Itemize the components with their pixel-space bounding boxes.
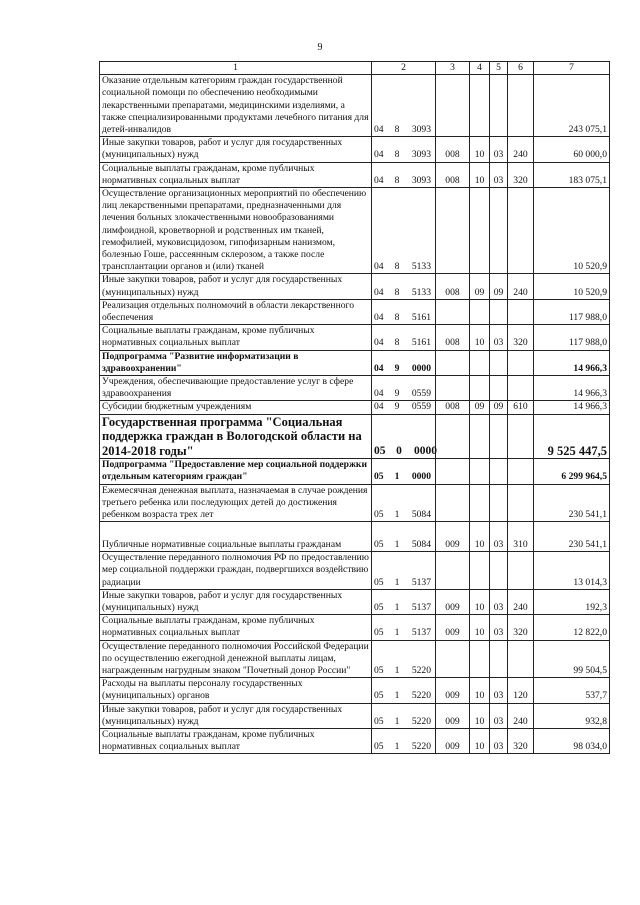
row-target-code bbox=[372, 729, 436, 754]
code-part: 5137 bbox=[411, 602, 431, 614]
row-kvr bbox=[508, 459, 534, 484]
row-amount: 230 541,1 bbox=[534, 484, 610, 522]
code-part: 5220 bbox=[411, 665, 431, 677]
row-vr: 008 bbox=[436, 274, 470, 299]
row-pr: 03 bbox=[490, 325, 508, 350]
row-vr: 008 bbox=[436, 162, 470, 187]
row-amount: 932,8 bbox=[534, 703, 610, 728]
row-name: Реализация отдельных полномочий в области лекарственного обеспечения bbox=[100, 299, 372, 324]
row-amount: 13 014,3 bbox=[534, 552, 610, 590]
code-part: 0 bbox=[396, 444, 402, 457]
row-target-code bbox=[372, 137, 436, 162]
code-part: 1 bbox=[394, 471, 400, 483]
row-vr bbox=[436, 414, 470, 459]
row-vr bbox=[436, 459, 470, 484]
row-vr bbox=[436, 552, 470, 590]
row-pr bbox=[490, 414, 508, 459]
row-amount: 10 520,9 bbox=[534, 188, 610, 274]
table-row bbox=[100, 484, 610, 522]
row-vr: 009 bbox=[436, 703, 470, 728]
row-rz: 10 bbox=[470, 162, 490, 187]
row-kvr bbox=[508, 350, 534, 375]
row-rz: 10 bbox=[470, 325, 490, 350]
code-part: 0000 bbox=[411, 362, 431, 374]
row-rz bbox=[470, 376, 490, 401]
table-row bbox=[100, 729, 610, 754]
row-rz bbox=[470, 350, 490, 375]
row-rz: 09 bbox=[470, 274, 490, 299]
code-part: 0000 bbox=[411, 471, 431, 483]
row-amount: 10 520,9 bbox=[534, 274, 610, 299]
row-amount: 117 988,0 bbox=[534, 325, 610, 350]
code-part: 1 bbox=[394, 509, 400, 520]
column-header: 4 bbox=[470, 62, 490, 75]
row-amount: 14 966,3 bbox=[534, 350, 610, 375]
row-name: Социальные выплаты гражданам, кроме публичных нормативных социальных выплат bbox=[100, 729, 372, 754]
row-target-code bbox=[372, 640, 436, 678]
row-target-code bbox=[372, 522, 436, 552]
row-amount: 9 525 447,5 bbox=[534, 414, 610, 459]
column-header: 6 bbox=[508, 62, 534, 75]
row-pr: 03 bbox=[490, 615, 508, 640]
row-pr bbox=[490, 459, 508, 484]
code-part: 0000 bbox=[414, 444, 437, 457]
table-row bbox=[100, 401, 610, 414]
row-vr: 008 bbox=[436, 401, 470, 414]
row-target-code bbox=[372, 552, 436, 590]
code-part: 04 bbox=[374, 261, 384, 273]
code-part: 1 bbox=[394, 690, 400, 702]
code-part: 5161 bbox=[411, 337, 431, 349]
code-part: 04 bbox=[374, 286, 384, 298]
table-row bbox=[100, 325, 610, 350]
row-pr: 03 bbox=[490, 729, 508, 754]
row-pr: 09 bbox=[490, 401, 508, 414]
code-part: 8 bbox=[394, 149, 400, 161]
row-kvr bbox=[508, 75, 534, 137]
row-vr: 009 bbox=[436, 678, 470, 703]
code-part: 1 bbox=[394, 539, 400, 550]
row-kvr: 310 bbox=[508, 522, 534, 552]
row-name: Государственная программа "Социальная поддержка граждан в Вологодской области на 2014-2018 годы" bbox=[100, 414, 372, 459]
row-name: Социальные выплаты гражданам, кроме публичных нормативных социальных выплат bbox=[100, 325, 372, 350]
row-pr bbox=[490, 640, 508, 678]
code-part: 5084 bbox=[411, 509, 431, 520]
table-row bbox=[100, 522, 610, 552]
code-part: 8 bbox=[394, 312, 400, 324]
row-pr bbox=[490, 350, 508, 375]
row-target-code bbox=[372, 484, 436, 522]
row-target-code bbox=[372, 459, 436, 484]
row-rz bbox=[470, 552, 490, 590]
row-pr: 03 bbox=[490, 678, 508, 703]
page-number: 9 bbox=[317, 42, 323, 53]
row-kvr bbox=[508, 484, 534, 522]
column-number-row bbox=[100, 62, 610, 75]
row-name: Иные закупки товаров, работ и услуг для государственных (муниципальных) нужд bbox=[100, 703, 372, 728]
row-rz: 10 bbox=[470, 729, 490, 754]
code-part: 1 bbox=[394, 576, 400, 588]
row-rz: 10 bbox=[470, 615, 490, 640]
code-part: 8 bbox=[394, 261, 400, 273]
code-part: 9 bbox=[394, 362, 400, 374]
column-header: 2 bbox=[372, 62, 436, 75]
row-pr: 03 bbox=[490, 137, 508, 162]
table-row bbox=[100, 75, 610, 137]
row-kvr: 610 bbox=[508, 401, 534, 414]
code-part: 8 bbox=[394, 174, 400, 186]
table-row bbox=[100, 414, 610, 459]
row-vr bbox=[436, 188, 470, 274]
row-name: Оказание отдельным категориям граждан государственной социальной помощи по обеспечению необходимыми лекарственными препаратами, медицинскими изделиями, а также специализированными продуктами лечебного питания для детей-инвалидов bbox=[100, 75, 372, 137]
code-part: 05 bbox=[374, 690, 384, 702]
code-part: 05 bbox=[374, 471, 384, 483]
row-vr bbox=[436, 299, 470, 324]
code-part: 1 bbox=[394, 602, 400, 614]
row-kvr: 120 bbox=[508, 678, 534, 703]
row-name: Публичные нормативные социальные выплаты гражданам bbox=[100, 522, 372, 552]
row-target-code bbox=[372, 401, 436, 414]
row-name: Учреждения, обеспечивающие предоставление услуг в сфере здравоохранения bbox=[100, 376, 372, 401]
row-pr bbox=[490, 376, 508, 401]
code-part: 1 bbox=[394, 665, 400, 677]
code-part: 05 bbox=[374, 539, 384, 550]
code-part: 05 bbox=[374, 576, 384, 588]
row-target-code bbox=[372, 414, 436, 459]
row-rz bbox=[470, 459, 490, 484]
row-name: Расходы на выплаты персоналу государственных (муниципальных) органов bbox=[100, 678, 372, 703]
row-pr: 09 bbox=[490, 274, 508, 299]
row-pr: 03 bbox=[490, 589, 508, 614]
row-amount: 117 988,0 bbox=[534, 299, 610, 324]
row-vr: 009 bbox=[436, 522, 470, 552]
row-kvr bbox=[508, 188, 534, 274]
row-vr bbox=[436, 640, 470, 678]
row-amount: 192,3 bbox=[534, 589, 610, 614]
code-part: 3093 bbox=[411, 174, 431, 186]
code-part: 04 bbox=[374, 337, 384, 349]
code-part: 04 bbox=[374, 174, 384, 186]
row-pr: 03 bbox=[490, 703, 508, 728]
code-part: 04 bbox=[374, 362, 384, 374]
row-amount: 12 822,0 bbox=[534, 615, 610, 640]
row-rz: 10 bbox=[470, 678, 490, 703]
table-body bbox=[100, 75, 610, 754]
code-part: 1 bbox=[394, 741, 400, 753]
code-part: 5133 bbox=[411, 261, 431, 273]
row-name: Осуществление переданного полномочия Российской Федерации по осуществлению ежегодной денежной выплаты лицам, награжденным нагрудным знаком "Почетный донор России" bbox=[100, 640, 372, 678]
row-name: Подпрограмма "Предоставление мер социальной поддержки отдельным категориям граждан" bbox=[100, 459, 372, 484]
table-row bbox=[100, 188, 610, 274]
row-pr: 03 bbox=[490, 162, 508, 187]
table-row bbox=[100, 459, 610, 484]
code-part: 05 bbox=[374, 665, 384, 677]
row-pr: 03 bbox=[490, 522, 508, 552]
code-part: 5137 bbox=[411, 627, 431, 639]
row-amount: 537,7 bbox=[534, 678, 610, 703]
row-rz bbox=[470, 188, 490, 274]
row-target-code bbox=[372, 188, 436, 274]
code-part: 1 bbox=[394, 627, 400, 639]
code-part: 04 bbox=[374, 312, 384, 324]
code-part: 5220 bbox=[411, 690, 431, 702]
row-target-code bbox=[372, 274, 436, 299]
row-target-code bbox=[372, 589, 436, 614]
code-part: 05 bbox=[374, 741, 384, 753]
row-vr bbox=[436, 75, 470, 137]
code-part: 04 bbox=[374, 388, 384, 400]
table-row bbox=[100, 274, 610, 299]
code-part: 05 bbox=[374, 444, 386, 457]
code-part: 04 bbox=[374, 149, 384, 161]
code-part: 04 bbox=[374, 124, 384, 136]
code-part: 5161 bbox=[411, 312, 431, 324]
row-kvr: 240 bbox=[508, 703, 534, 728]
row-kvr bbox=[508, 299, 534, 324]
row-vr: 008 bbox=[436, 137, 470, 162]
code-part: 3093 bbox=[411, 124, 431, 136]
table-row bbox=[100, 703, 610, 728]
row-kvr bbox=[508, 376, 534, 401]
row-name: Иные закупки товаров, работ и услуг для государственных (муниципальных) нужд bbox=[100, 137, 372, 162]
row-amount: 230 541,1 bbox=[534, 522, 610, 552]
code-part: 05 bbox=[374, 627, 384, 639]
row-kvr: 240 bbox=[508, 274, 534, 299]
code-part: 5137 bbox=[411, 576, 431, 588]
table-row bbox=[100, 615, 610, 640]
row-vr: 009 bbox=[436, 615, 470, 640]
code-part: 9 bbox=[394, 388, 400, 400]
column-header: 5 bbox=[490, 62, 508, 75]
row-name: Ежемесячная денежная выплата, назначаемая в случае рождения третьего ребенка или последующих детей до достижения ребенком возраста трех лет bbox=[100, 484, 372, 522]
code-part: 8 bbox=[394, 124, 400, 136]
code-part: 1 bbox=[394, 715, 400, 727]
row-vr bbox=[436, 376, 470, 401]
code-part: 04 bbox=[374, 401, 384, 413]
row-name: Субсидии бюджетным учреждениям bbox=[100, 401, 372, 414]
table-row bbox=[100, 162, 610, 187]
row-kvr: 320 bbox=[508, 162, 534, 187]
code-part: 05 bbox=[374, 602, 384, 614]
row-name: Иные закупки товаров, работ и услуг для государственных (муниципальных) нужд bbox=[100, 589, 372, 614]
code-part: 8 bbox=[394, 286, 400, 298]
code-part: 0559 bbox=[411, 388, 431, 400]
row-amount: 6 299 964,5 bbox=[534, 459, 610, 484]
row-kvr: 320 bbox=[508, 325, 534, 350]
code-part: 05 bbox=[374, 509, 384, 520]
row-pr bbox=[490, 552, 508, 590]
row-amount: 99 504,5 bbox=[534, 640, 610, 678]
table-row bbox=[100, 640, 610, 678]
row-name: Осуществление переданного полномочия РФ по предоставлению мер социальной поддержки граждан, подвергшихся воздействию радиации bbox=[100, 552, 372, 590]
code-part: 8 bbox=[394, 337, 400, 349]
row-amount: 183 075,1 bbox=[534, 162, 610, 187]
row-vr bbox=[436, 484, 470, 522]
code-part: 9 bbox=[394, 401, 400, 413]
row-kvr: 320 bbox=[508, 615, 534, 640]
row-rz bbox=[470, 299, 490, 324]
row-kvr: 240 bbox=[508, 137, 534, 162]
table-row bbox=[100, 137, 610, 162]
row-amount: 243 075,1 bbox=[534, 75, 610, 137]
row-pr bbox=[490, 75, 508, 137]
row-name: Иные закупки товаров, работ и услуг для государственных (муниципальных) нужд bbox=[100, 274, 372, 299]
row-rz: 10 bbox=[470, 589, 490, 614]
code-part: 5220 bbox=[411, 715, 431, 727]
row-amount: 14 966,3 bbox=[534, 376, 610, 401]
row-kvr: 240 bbox=[508, 589, 534, 614]
row-target-code bbox=[372, 325, 436, 350]
row-target-code bbox=[372, 703, 436, 728]
row-name: Подпрограмма "Развитие информатизации в здравоохранении" bbox=[100, 350, 372, 375]
row-amount: 98 034,0 bbox=[534, 729, 610, 754]
row-target-code bbox=[372, 350, 436, 375]
column-header: 3 bbox=[436, 62, 470, 75]
row-rz bbox=[470, 414, 490, 459]
budget-table bbox=[99, 61, 610, 754]
code-part: 5133 bbox=[411, 286, 431, 298]
row-target-code bbox=[372, 162, 436, 187]
row-rz bbox=[470, 484, 490, 522]
row-amount: 60 000,0 bbox=[534, 137, 610, 162]
row-rz: 10 bbox=[470, 137, 490, 162]
row-target-code bbox=[372, 678, 436, 703]
row-vr bbox=[436, 350, 470, 375]
table-row bbox=[100, 350, 610, 375]
column-header: 7 bbox=[534, 62, 610, 75]
row-name: Осуществление организационных мероприятий по обеспечению лиц лекарственными препаратами, предназначенными для лечения больных злокачественными новообразованиями лимфоидной, кроветворной и родственных им тканей, гемофилией, муковисцидозом, гипофизарным нанизмом, болезнью Гоше, рассеянным склерозом, а также после трансплантации органов и (или) тканей bbox=[100, 188, 372, 274]
row-target-code bbox=[372, 376, 436, 401]
column-header: 1 bbox=[100, 62, 372, 75]
code-part: 3093 bbox=[411, 149, 431, 161]
row-rz bbox=[470, 75, 490, 137]
row-target-code bbox=[372, 75, 436, 137]
row-kvr bbox=[508, 552, 534, 590]
row-rz: 09 bbox=[470, 401, 490, 414]
row-pr bbox=[490, 299, 508, 324]
row-rz bbox=[470, 640, 490, 678]
row-pr bbox=[490, 484, 508, 522]
row-kvr bbox=[508, 414, 534, 459]
table-row bbox=[100, 299, 610, 324]
code-part: 05 bbox=[374, 715, 384, 727]
table-row bbox=[100, 678, 610, 703]
code-part: 0559 bbox=[411, 401, 431, 413]
row-vr: 008 bbox=[436, 325, 470, 350]
row-name: Социальные выплаты гражданам, кроме публичных нормативных социальных выплат bbox=[100, 615, 372, 640]
row-vr: 009 bbox=[436, 589, 470, 614]
code-part: 5220 bbox=[411, 741, 431, 753]
row-rz: 10 bbox=[470, 522, 490, 552]
row-rz: 10 bbox=[470, 703, 490, 728]
row-vr: 009 bbox=[436, 729, 470, 754]
code-part: 5084 bbox=[411, 539, 431, 550]
row-amount: 14 966,3 bbox=[534, 401, 610, 414]
table-row bbox=[100, 376, 610, 401]
row-kvr bbox=[508, 640, 534, 678]
row-pr bbox=[490, 188, 508, 274]
row-name: Социальные выплаты гражданам, кроме публичных нормативных социальных выплат bbox=[100, 162, 372, 187]
row-target-code bbox=[372, 299, 436, 324]
row-kvr: 320 bbox=[508, 729, 534, 754]
table-row bbox=[100, 552, 610, 590]
row-target-code bbox=[372, 615, 436, 640]
table-row bbox=[100, 589, 610, 614]
